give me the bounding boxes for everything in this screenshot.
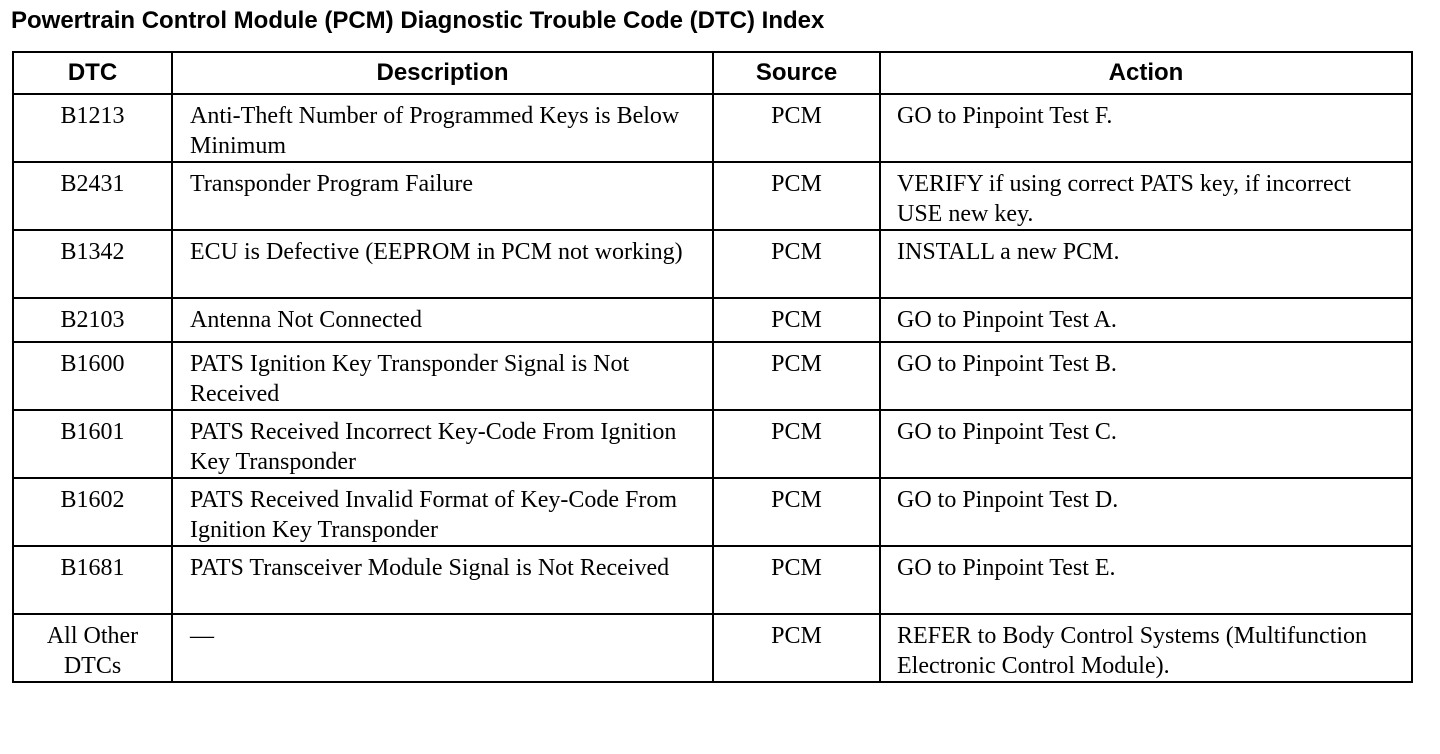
action-cell: GO to Pinpoint Test B. [880,342,1412,410]
column-header-source: Source [713,52,880,94]
table-row [13,546,1412,614]
dtc-code-cell: B1681 [13,546,172,614]
dtc-code-cell: B1601 [13,410,172,478]
source-cell: PCM [713,230,880,298]
table-row [13,230,1412,298]
table-row [13,478,1412,546]
source-cell: PCM [713,342,880,410]
action-cell: GO to Pinpoint Test E. [880,546,1412,614]
column-header-action: Action [880,52,1412,94]
description-cell: ECU is Defective (EEPROM in PCM not working) [172,230,713,298]
source-cell: PCM [713,94,880,162]
action-cell: GO to Pinpoint Test F. [880,94,1412,162]
table-row [13,614,1412,682]
dtc-code-cell: B1602 [13,478,172,546]
dtc-code-cell: B2103 [13,298,172,342]
description-cell: PATS Ignition Key Transponder Signal is Not Received [172,342,713,410]
description-cell: Transponder Program Failure [172,162,713,230]
description-cell: Anti-Theft Number of Programmed Keys is Below Minimum [172,94,713,162]
action-cell: GO to Pinpoint Test D. [880,478,1412,546]
dtc-index-table [12,51,1413,683]
table-header-row [13,52,1412,94]
table-row [13,162,1412,230]
source-cell: PCM [713,478,880,546]
column-header-description: Description [172,52,713,94]
source-cell: PCM [713,162,880,230]
source-cell: PCM [713,546,880,614]
description-cell: PATS Received Invalid Format of Key-Code From Ignition Key Transponder [172,478,713,546]
table-row [13,94,1412,162]
description-cell: — [172,614,713,682]
action-cell: VERIFY if using correct PATS key, if incorrect USE new key. [880,162,1412,230]
action-cell: REFER to Body Control Systems (Multifunction Electronic Control Module). [880,614,1412,682]
source-cell: PCM [713,410,880,478]
table-row [13,410,1412,478]
description-cell: PATS Received Incorrect Key-Code From Ignition Key Transponder [172,410,713,478]
action-cell: GO to Pinpoint Test A. [880,298,1412,342]
dtc-code-cell: B1600 [13,342,172,410]
page-title: Powertrain Control Module (PCM) Diagnostic Trouble Code (DTC) Index [11,7,825,34]
description-cell: PATS Transceiver Module Signal is Not Received [172,546,713,614]
source-cell: PCM [713,298,880,342]
source-cell: PCM [713,614,880,682]
action-cell: GO to Pinpoint Test C. [880,410,1412,478]
action-cell: INSTALL a new PCM. [880,230,1412,298]
dtc-code-cell: B1342 [13,230,172,298]
dtc-code-cell: All Other DTCs [13,614,172,682]
table-row [13,342,1412,410]
description-cell: Antenna Not Connected [172,298,713,342]
dtc-code-cell: B1213 [13,94,172,162]
dtc-code-cell: B2431 [13,162,172,230]
table-row [13,298,1412,342]
column-header-dtc: DTC [13,52,172,94]
